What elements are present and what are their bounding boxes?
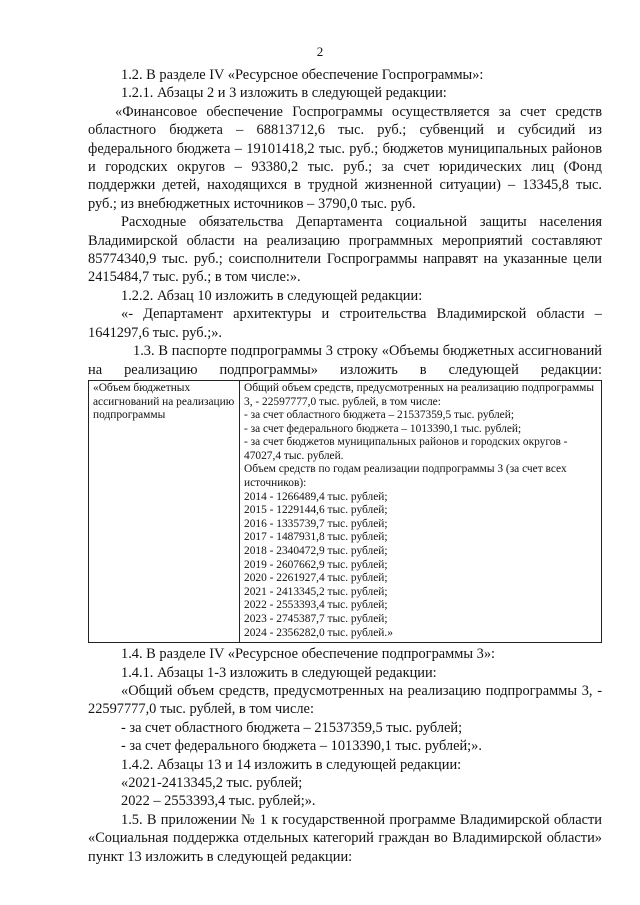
budget-table [88,380,602,643]
page-number: 2 [316,44,324,59]
table-line: 2023 - 2745387,7 тыс. рублей; [244,613,388,625]
table-line: 2022 - 2553393,4 тыс. рублей; [244,599,388,612]
paragraph: 1.4.2. Абзацы 13 и 14 изложить в следующей редакции: [121,756,462,773]
table-cell-label: «Объем бюджетных ассигнований на реализацию подпрограммы [89,380,240,642]
table-line: 2016 - 1335739,7 тыс. рублей; [244,517,388,530]
paragraph: «2021-2413345,2 тыс. рублей; [121,775,303,792]
table-line: - за счет областного бюджета – 21537359,5 тыс. рублей; [244,409,514,422]
paragraph: 1.2.2. Абзац 10 изложить в следующей редакции: [121,287,423,304]
table-line: 2020 - 2261927,4 тыс. рублей; [244,572,388,585]
table-line: 2024 - 2356282,0 тыс. рублей.» [244,626,393,639]
paragraph: «- Департамент архитектуры и строительства Владимирской области – 1641297,6 тыс. руб.;». [88,306,602,341]
table-line: 2014 - 1266489,4 тыс. рублей; [244,490,388,503]
paragraph: Расходные обязательства Департамента социальной защиты населения Владимирской области на реализацию программных мероприятий составляют 85774340,9 тыс. руб.; соисполнители Госпрограммы направят на указанные цели 2415484,7 тыс. руб.; в том числе:». [88,214,602,286]
paragraph: - за счет областного бюджета – 21537359,5 тыс. рублей; [121,719,463,736]
document-body [88,66,602,866]
paragraph: - за счет федерального бюджета – 1013390,1 тыс. рублей;». [121,738,482,755]
table-line: Общий объем средств, предусмотренных на реализацию подпрограммы 3, - 22597777,0 тыс. рублей, в том числе: [244,381,595,408]
table-line: 2017 - 1487931,8 тыс. рублей; [244,531,388,544]
table-cell-content [240,380,602,642]
paragraph: 1.5. В приложении № 1 к государственной программе Владимирской области «Социальная поддержка отдельных категорий граждан во Владимирской области» пункт 13 изложить в следующей редакции: [88,811,602,865]
paragraph: «Финансовое обеспечение Госпрограммы осуществляется за счет средств областного бюджета – 68813712,6 тыс. руб.; субвенций и субсидий из федерального бюджета – 19101418,2 тыс. руб.; бюджетов муниципальных районов и городских округов – 93380,2 тыс. руб.; за счет юридических лиц (Фонд поддержки детей, находящихся в трудной жизненной ситуации) – 13345,8 тыс. руб.; из внебюджетных источников – 3790,0 тыс. руб. [88,103,602,212]
table-line: Объем средств по годам реализации подпрограммы 3 (за счет всех источников): [244,463,567,490]
paragraph: 1.2.1. Абзацы 2 и 3 изложить в следующей редакции: [121,85,447,102]
table-row [89,380,602,642]
paragraph: 2022 – 2553393,4 тыс. рублей;». [121,793,316,810]
table-line: - за счет бюджетов муниципальных районов и городских округов - 47027,4 тыс. рублей. [244,436,568,462]
table-line: 2015 - 1229144,6 тыс. рублей; [244,504,388,517]
paragraph: 1.2. В разделе IV «Ресурсное обеспечение Госпрограммы»: [121,67,484,83]
paragraph: 1.3. В паспорте подпрограммы 3 строку «Объемы бюджетных ассигнований на реализацию подпрограммы» изложить в следующей редакции: [88,343,602,378]
table-line: 2021 - 2413345,2 тыс. рублей; [244,585,388,598]
table-line: 2018 - 2340472,9 тыс. рублей; [244,545,388,558]
paragraph: 1.4. В разделе IV «Ресурсное обеспечение подпрограммы 3»: [121,646,496,663]
table-line: 2019 - 2607662,9 тыс. рублей; [244,558,388,571]
paragraph: 1.4.1. Абзацы 1-3 изложить в следующей редакции: [121,664,437,681]
paragraph: «Общий объем средств, предусмотренных на реализацию подпрограммы 3, - 22597777,0 тыс. рублей, в том числе: [88,683,602,718]
table-line: - за счет федерального бюджета – 1013390,1 тыс. рублей; [244,422,522,435]
